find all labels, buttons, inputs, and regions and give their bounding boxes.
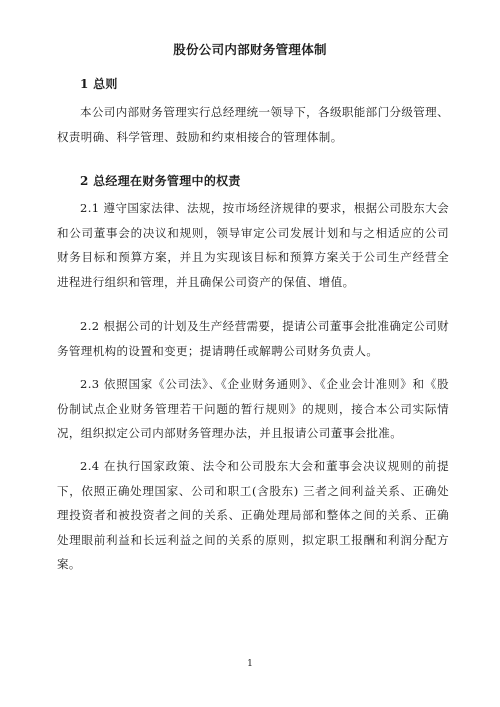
paragraph-2-2: 2.2 根据公司的计划及生产经营需要，提请公司董事会批准确定公司财务管理机构的设置和变更；提请聘任或解聘公司财务负责人。 [57,319,449,358]
paragraph-2-4: 2.4 在执行国家政策、法令和公司股东大会和董事会决议规则的前提下，依照正确处理国家、公司和职工(含股东) 三者之间利益关系、正确处理投资者和被投资者之间的关系、正确处理局部和整体之间的关系、正确处理眼前利益和长远利益之间的关系的原则，拟定职工报酬和利润分配方案。 [57,459,449,571]
document-title: 股份公司内部财务管理体制 [173,42,327,57]
section-heading-general: 1 总则 [80,77,118,91]
paragraph-2-1: 2.1 遵守国家法律、法规，按市场经济规律的要求，根据公司股东大会和公司董事会的决议和规则，领导审定公司发展计划和与之相适应的公司财务目标和预算方案，并且为实现该目标和预算方案关于公司生产经营全进程进行组织和管理，并且确保公司资产的保值、增值。 [57,201,449,289]
paragraph-2-3: 2.3 依照国家《公司法》、《企业财务通则》、《企业会计准则》和《股份制试点企业财务管理若干问题的暂行规则》的规则，接合本公司实际情况，组织拟定公司内部财务管理办法，并且报请公司董事会批准。 [57,377,449,440]
paragraph-general: 本公司内部财务管理实行总经理统一领导下，各级职能部门分级管理、权责明确、科学管理、鼓励和约束相接合的管理体制。 [57,105,449,144]
page-number: 1 [247,659,253,669]
section-heading-gm-duties: 2 总经理在财务管理中的权责 [80,174,241,188]
